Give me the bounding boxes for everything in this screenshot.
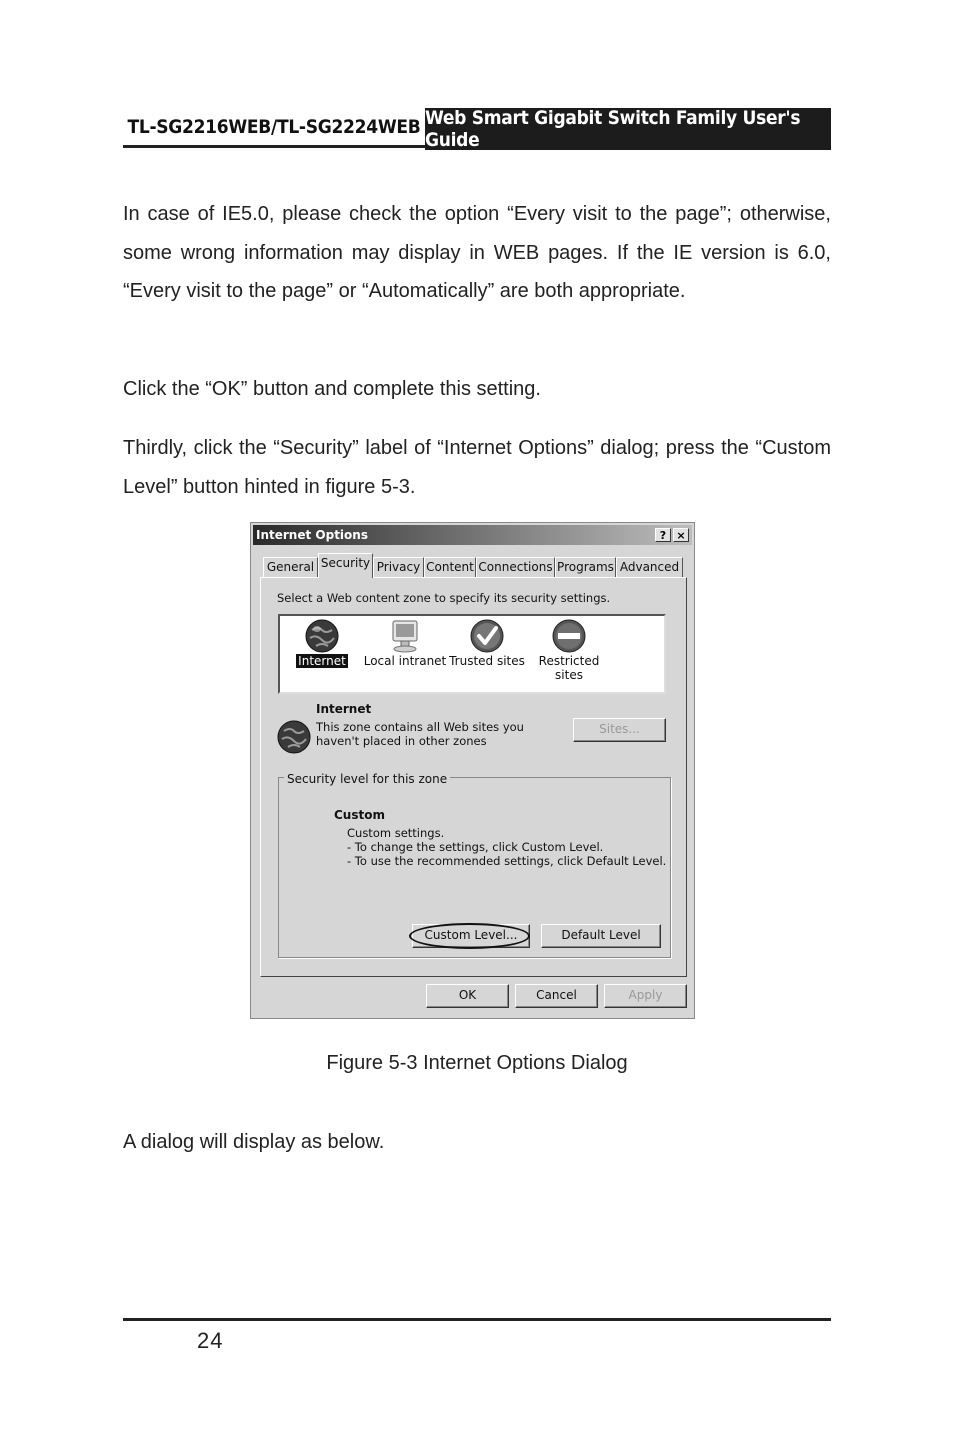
zone-info-desc-1: This zone contains all Web sites you xyxy=(316,720,524,734)
paragraph-click-ok: Click the “OK” button and complete this setting. xyxy=(123,378,541,400)
dialog-titlebar xyxy=(253,525,692,545)
zone-label-local-intranet: Local intranet xyxy=(363,654,447,668)
zone-info-desc-2: haven't placed in other zones xyxy=(316,734,487,748)
help-button[interactable]: ? xyxy=(655,528,671,542)
security-level-line-1: Custom settings. xyxy=(347,826,445,840)
tab-programs[interactable]: Programs xyxy=(555,557,616,577)
globe-icon xyxy=(304,618,340,654)
no-entry-icon xyxy=(551,618,587,654)
internet-options-dialog xyxy=(250,522,695,1019)
tab-connections[interactable]: Connections xyxy=(476,557,555,577)
tab-security[interactable]: Security xyxy=(318,553,373,578)
zone-list xyxy=(278,614,666,694)
apply-button[interactable]: Apply xyxy=(604,984,687,1008)
tab-content[interactable]: Content xyxy=(424,557,476,577)
zone-label-restricted: Restricted xyxy=(538,654,600,668)
zone-label-internet: Internet xyxy=(298,654,346,668)
tab-advanced[interactable]: Advanced xyxy=(616,557,683,577)
paragraph-security-label: Thirdly, click the “Security” label of “Internet Options” dialog; press the “Custom Level” button hinted in figure 5-3. xyxy=(123,437,831,498)
header-guide-title: Web Smart Gigabit Switch Family User's Guide xyxy=(425,108,831,150)
select-zone-instruction: Select a Web content zone to specify its security settings. xyxy=(277,591,611,605)
zone-internet[interactable] xyxy=(277,618,367,668)
tab-privacy[interactable]: Privacy xyxy=(373,557,424,577)
paragraph-dialog-display: A dialog will display as below. xyxy=(123,1131,385,1153)
security-level-group-title: Security level for this zone xyxy=(284,772,450,786)
close-button[interactable]: × xyxy=(673,528,689,542)
security-level-line-2: - To change the settings, click Custom Level. xyxy=(347,840,604,854)
zone-trusted-sites[interactable] xyxy=(442,618,532,668)
cancel-button[interactable]: Cancel xyxy=(515,984,598,1008)
sites-button[interactable]: Sites... xyxy=(573,718,666,742)
dialog-title: Internet Options xyxy=(256,528,368,542)
zone-local-intranet[interactable] xyxy=(360,618,450,668)
paragraph-ie-options: In case of IE5.0, please check the option “Every visit to the page”; otherwise, some wrong information may display in WEB pages. If the IE version is 6.0, “Every visit to the page” or “Automatically” are both appropriate. xyxy=(123,203,831,302)
header-model: TL-SG2216WEB/TL-SG2224WEB xyxy=(123,108,425,148)
tab-general[interactable]: General xyxy=(263,557,318,577)
zone-label-trusted-sites: Trusted sites xyxy=(449,654,525,668)
footer-rule xyxy=(123,1318,831,1321)
figure-caption: Figure 5-3 Internet Options Dialog xyxy=(326,1052,628,1074)
page-number: 24 xyxy=(197,1328,224,1353)
zone-info-name: Internet xyxy=(316,702,372,716)
zone-label-restricted-sites: sites xyxy=(555,668,583,682)
ok-button[interactable]: OK xyxy=(426,984,509,1008)
zone-restricted-sites[interactable] xyxy=(524,618,614,682)
checkmark-icon xyxy=(469,618,505,654)
security-level-name: Custom xyxy=(334,808,385,822)
security-level-line-3: - To use the recommended settings, click Default Level. xyxy=(347,854,667,868)
default-level-button[interactable]: Default Level xyxy=(541,924,661,948)
custom-level-button[interactable]: Custom Level... xyxy=(412,924,530,948)
zone-info-globe-icon xyxy=(276,719,312,755)
computer-icon xyxy=(385,618,425,654)
